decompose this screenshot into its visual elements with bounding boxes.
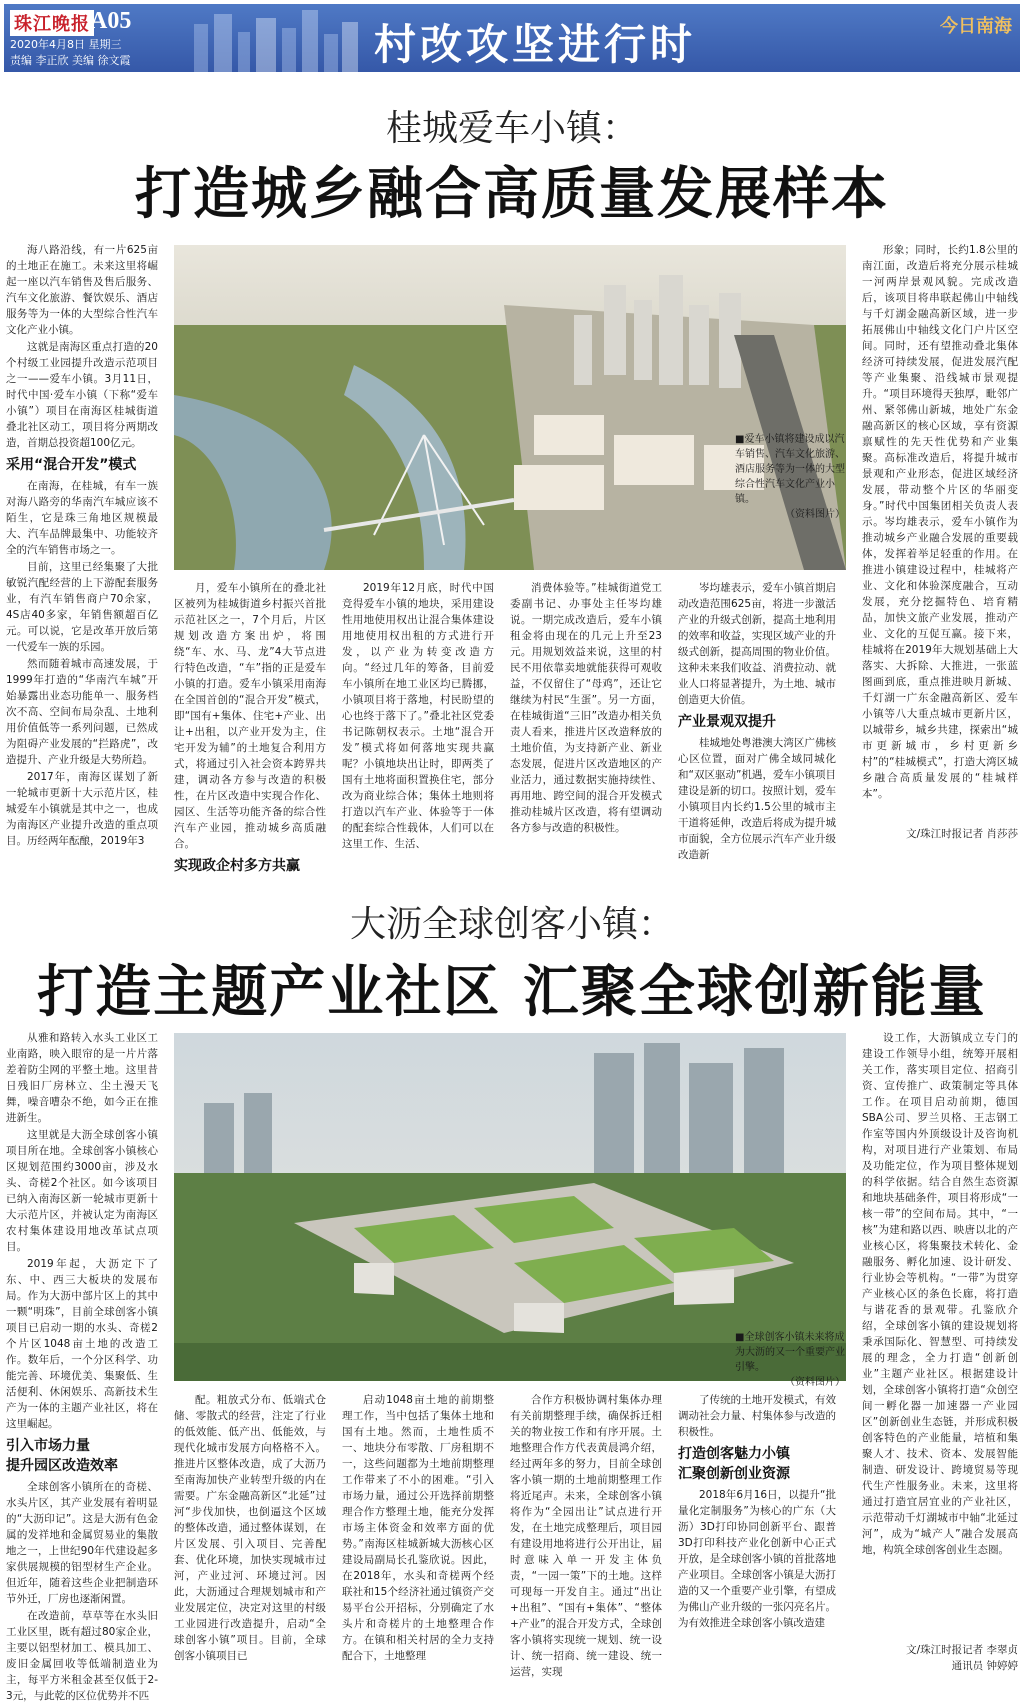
paragraph: 目前，这里已经集聚了大批敏锐汽配经营的上下游配套服务业，有汽车销售商户70余家，4S店40多家，年销售额超百亿元。可以说，它是改革开放后第一代爱车一族的乐园。: [6, 561, 158, 653]
story1-column-5: [678, 580, 836, 861]
story2-column-6: [862, 1030, 1018, 1638]
paragraph: 在南海，在桂城，有车一族对海八路旁的华南汽车城应该不陌生，它是珠三角地区规模最大、汽车品牌最集中、功能较齐全的汽车销售市场之一。: [6, 480, 158, 556]
story1-photo-caption: ■爱车小镇将建设成以汽车销售、汽车文化旅游、酒店服务等为一体的大型综合性汽车文化产业小镇。 （资料图片）: [735, 434, 845, 520]
paragraph: 形象；同时，长约1.8公里的南江面，改造后将充分展示桂城一河两岸景观风貌。完成改造后，该项目将串联起佛山中轴线与千灯湖金融高新区域，进一步拓展佛山中轴线文化门户片区空间。同时，还有望推动叠北集体经济可持续发展，促进发展汽配等产业集聚、沿线城市景观提升。“项目环境得天独厚，毗邻广州、紧邻佛山新城，地处广东金融高新区的核心区域，享有资源禀赋性的先天性优势和产业集聚。高标准改造后，将提升城市景观和产业形态，促进区域经济发展，带动整个片区的华丽变身。”时代中国集团相关负责人表示。岑均雄表示，爱车小镇作为推动城乡产业融合发展的重要载体，发挥着举足轻重的作用。在推进小镇建设过程中，桂城将产业、文化和体验深度融合，互动发展，充分挖掘特色、培育精品，加快文旅产业发展，推动产业、文化的互促互赢。接下来，桂城将在2019年大规划基础上大落实、大拆除、大推进，一张蓝图画到底，重点推进映月新城、千灯湖一广东金融高新区、爱车小镇等八大重点城市更新片区，以城带乡，城乡共建，探索出“城市更新城市，乡村更新乡村”的“桂城模式”，打造大湾区城乡融合高质量发展的“桂城样本”。: [862, 244, 1018, 800]
story1-subhead-3: 产业景观双提升: [678, 714, 776, 730]
paragraph: 设工作，大沥镇成立专门的建设工作领导小组，统筹开展相关工作，落实项目定位、招商引资、宣传推广、政策制定等具体工作。在项目启动前期，德国SBA公司、罗兰贝格、王志钢工作室等国内外顶级设计及咨询机构，对项目进行产业策划、布局及功能定位，作为项目整体规划的科学依据。结合自然生态资源和地块基础条件，项目将形成“一核一带”的空间布局。其中，“一核”为建和路以西、映唐以北的产业核心区，将集聚技术转化、金融服务、孵化加速、设计研发、行业协会等机构。“一带”为贯穿产业核心区的条色长廊，将打造与谐花香的景观带。孔鉴欣介绍，全球创客小镇的建设规划将秉承国际化、智慧型、可持续发展的理念，全力打造“创新创业”主题产业社区。根据建设计划，全球创客小镇将打造“众创空间一孵化器一加速器一产业园区”创新创业生态链，并形成积极创客特色的产业能量，培植和集聚人才、技术、资本、发展智能制造、研发设计、跨境贸易等现代生产性服务业。未来，这里将通过打造宜居宜业的产业社区，示范带动千灯湖城市中轴“北延过河”，成为“城产人”融合发展高地，构筑全球创客创业生态圈。: [862, 1032, 1018, 1556]
photo-credit: （资料图片）: [785, 509, 845, 520]
paragraph: 2017年，南海区谋划了新一轮城市更新十大示范片区，桂城爱车小镇就是其中之一，也成为南海区产业提升改造的重点项目。历经两年酝酿，2019年3: [6, 771, 158, 847]
editor-credit: 责编 李正欣 美编 徐文霞: [10, 54, 131, 67]
story2-column-1: [6, 1030, 158, 1702]
story1-column-2: [174, 580, 326, 874]
paragraph: 岑均雄表示，爱车小镇首期启动改造范围625亩，将进一步激活产业的升级式创新，提高土地利用的效率和收益，实现区域产业的升级式创新，提高周围的物业价值。这种未来我们收益、消费拉动、就业人口将显著提升，为土地、城市创造更大价值。: [678, 582, 836, 706]
paragraph: 2019年起，大沥定下了东、中、西三大板块的发展布局。作为大沥中部片区上的其中一颗“明珠”，目前全球创客小镇项目已启动一期的水头、奇槎2个片区1048亩土地的改造工作。数年后，一个分区科学、功能完善、环境优美、集聚低、生活便利、休闲娱乐、高新技术生产为一体的主题产业社区，将在这里崛起。: [6, 1258, 158, 1430]
story2-subhead-2: 打造创客魅力小镇 汇聚创新创业资源: [678, 1446, 790, 1482]
story2-column-4: [510, 1392, 662, 1676]
skyline-graphic: [184, 4, 364, 72]
paragraph: 2019年12月底，时代中国竞得爱车小镇的地块，采用建设性用地使用权出让混合集体建设用地使用权出租的方式进行开发，以产业为转变改造方向。“经过几年的筹备，目前爱车小镇所在地工业区均已腾挪，小镇项目将于落地，村民盼望的心也终于落下了。”叠北社区党委书记陈朝权表示。土地“混合开发”模式将如何落地实现共赢呢？小镇地块出让时，即两类了国有土地将面积置换住宅，部分改为商业综合体；集体土地则将打造以汽车产业、体验等于一体的配套综合性载体，人们可以在这里工作、生活、: [342, 582, 494, 850]
story2-campus-photo: [174, 1033, 846, 1381]
paragraph: 桂城地处粤港澳大湾区广佛核心区位置，面对广佛全域同城化和“双区驱动”机遇，爱车小镇项目建设是新的切口。按照计划，爱车小镇项目内长约1.5公里的城市主干道将延伸，改造后将成为提升城市面貌，全方位展示汽车产业升级改造新: [678, 737, 836, 861]
story2-column-3: [342, 1392, 494, 1676]
paragraph: 2018年6月16日，以提升“批量化定制服务”为核心的广东（大沥）3D打印协同创新平台、跟普3D打印科技产业化创新中心正式开放，是全球创客小镇的首批落地产业项目。全球创客小镇是大沥打造的又一个重要产业引擎，有望成为佛山产业升级的一张闪亮名片。为有效推进全球创客小镇改造建: [678, 1489, 836, 1629]
paragraph: 合作方积极协调村集体办理有关前期整理手续，确保拆迁相关的物业按工作和有序开展。土地整理合作方代表黄晨鸿介绍，经过两年多的努力，目前全球创客小镇一期的土地前期整理工作将近尾声。未来，全球创客小镇将作为“全园出让”试点进行开发，在土地完成整理后，项目园有建设用地将进行公开出让，届时意味入单一开发主体负责，“一园一策”下的土地。这样可现每一开发自主。通过“出让+出租”、“国有+集体”、“整体+产业”的混合开发方式，全球创客小镇将实现统一规划、统一设计、统一招商、统一建设、统一运营，实现: [510, 1394, 662, 1678]
story2-subhead-1: 引入市场力量 提升园区改造效率: [6, 1438, 118, 1474]
issue-date: 2020年4月8日 星期三: [10, 38, 122, 51]
story1-headline: 打造城乡融合高质量发展样本: [135, 162, 889, 227]
page-number: A05: [90, 8, 132, 34]
paragraph: 月，爱车小镇所在的叠北社区被列为桂城街道乡村振兴首批示范社区之一，7个月后，片区规划改造方案出炉，将围绕“车、水、马、龙”4大节点进行特色改造，“车”指的正是爱车小镇的打造。爱车小镇采用南海在全国首创的“混合开发”模式，即“国有+集体、住宅+产业、出让+出租，以产业开发为主，住宅开发为辅”的土地复合利用方式，将通过引入社会资本跨界共建，调动各方参与改造的积极性，在片区改造中实现合作化、园区、生活等功能齐备的综合性汽车产业园，推动城乡高质融合。: [174, 582, 326, 850]
story1-subhead-2: 实现政企村多方共赢: [174, 858, 300, 874]
story1-column-6: [862, 242, 1018, 842]
story1-kicker: 桂城爱车小镇：: [385, 108, 638, 149]
story2-headline: 打造主题产业社区 汇聚全球创新能量: [37, 960, 987, 1025]
newspaper-logo: 珠江晚报: [10, 10, 94, 36]
paragraph: 配。粗放式分布、低端式仓储、零散式的经营，注定了行业的低效能、低产出、低能效，与现代化城市发展方向格格不入。推进片区整体改造，成了大沥乃至南海加快产业转型升级的内在需要。广东金融高新区“北延”过河“步伐加快，也倒逼这个区域的整体改造，通过整体谋划，在片区发展、引入项目、完善配套、优化环境，加快实现城市过河，产业过河、环境过河。因此，大沥通过合理规划城市和产业发展定位，决定对这里的村级工业园进行改造提升，启动“全球创客小镇”项目。目前，全球创客小镇项目已: [174, 1394, 326, 1662]
masthead: [4, 4, 1020, 72]
story2-kicker: 大沥全球创客小镇：: [349, 904, 674, 945]
paragraph: 全球创客小镇所在的奇槎、水头片区，其产业发展有着明显的“大沥印记”。这是大沥有色金属的发祥地和金属贸易业的集散地之一，上世纪90年代建设起多家供展规模的铝型材生产企业。但近年，随着这些企业把制造环节外迁，厂房也逐渐闲置。: [6, 1481, 158, 1605]
story2-column-5: [678, 1392, 836, 1676]
paragraph: 了传统的土地开发模式，有效调动社会力量、村集体参与改造的积极性。: [678, 1394, 836, 1438]
paragraph: 在改造前，草草等在水头旧工业区里，既有超过80家企业，主要以铝型材加工、模具加工、废旧金属回收等低端制造业为主，每平方米租金甚至仅低于2-3元，与此乾的区位优势并不匹: [6, 1610, 158, 1702]
paragraph: 从雅和路转入水头工业区工业南路，映入眼帘的是一片片落差着防尘网的平整土地。这里昔日残旧厂房林立、尘土漫天飞舞，噪音嘈杂不绝，如今正在推进新生。: [6, 1032, 158, 1124]
story1-column-4: [510, 580, 662, 852]
paragraph: 这里就是大沥全球创客小镇项目所在地。全球创客小镇核心区规划范围约3000亩，涉及水头、奇槎2个社区。如今该项目已纳入南海区新一轮城市更新十大示范片区，并被认定为南海区农村集体建设用地改革试点项目。: [6, 1129, 158, 1253]
paragraph: 然而随着城市高速发展，于1999年打造的“华南汽车城”开始暴露出业态功能单一、服务档次不高、空间布局杂乱、土地利用价值低等一系列问题，已然成为阻碍产业发展的“拦路虎”，改造提升、产业升级是大势所趋。: [6, 658, 158, 766]
paragraph: 启动1048亩土地的前期整理工作，当中包括了集体土地和国有土地。然而，土地性质不一、地块分布零散、厂房租期不一，这些问题都为土地前期整理工作带来了不小的困难。“引入市场力量，通过公开选择前期整理合作方整理土地，能充分发挥市场主体资金和效率方面的优势。”南海区桂城新城大沥核心区建设局副局长孔鉴欣说。因此，在2018年，水头和奇槎两个经联社和15个经济社通过镇资产交易平台公开招标，分别确定了水头片和奇槎片的土地整理合作方。在镇和相关村居的全力支持配合下，土地整理: [342, 1394, 494, 1662]
photo-credit: （资料图片）: [785, 1377, 845, 1388]
section-title: 村改攻坚进行时: [374, 20, 697, 69]
story1-column-3: [342, 580, 494, 852]
story2-column-2: [174, 1392, 326, 1676]
story1-column-1: [6, 242, 158, 852]
paragraph: 这就是南海区重点打造的20个村级工业园提升改造示范项目之一——爱车小镇。3月11日，时代中国·爱车小镇（下称“爱车小镇”）项目在南海区桂城街道叠北社区动工，项目将分两期改造，首期总投资超100亿元。: [6, 341, 158, 449]
paragraph: 消费体验等。”桂城街道党工委副书记、办事处主任岑均雄说。一期完成改造后，爱车小镇租金将由现在的几元上升至23元。用规划效益来说，这里的村民不用依靠卖地就能获得可观收益，不仅留住了“母鸡”，还让它继续为村民“生蛋”。另一方面，在桂城街道“三旧”改造办相关负责人看来，推进片区改造释放的土地价值，为支持新产业、新业态发展，促进片区改造地区的产业活力，通过数据实施持续性、再用地、跨空间的混合开发模式推动桂城片区改造，将有望调动各方参与改造的积极性。: [510, 582, 662, 834]
section-name: 今日南海: [940, 16, 1012, 37]
story2-photo-caption: ■全球创客小镇未来将成为大沥的又一个重要产业引擎。 （资料图片）: [735, 1332, 845, 1388]
story2-byline: 文/珠江时报记者 李翠贞 通讯员 钟婷婷: [906, 1644, 1018, 1672]
story1-subhead-1: 采用“混合开发”模式: [6, 457, 137, 473]
story1-byline: 文/珠江时报记者 肖莎莎: [906, 828, 1018, 840]
paragraph: 海八路沿线，有一片625亩的土地正在施工。未来这里将崛起一座以汽车销售及售后服务、汽车文化旅游、餐饮娱乐、酒店服务等为一体的大型综合性汽车文化产业小镇。: [6, 244, 158, 336]
